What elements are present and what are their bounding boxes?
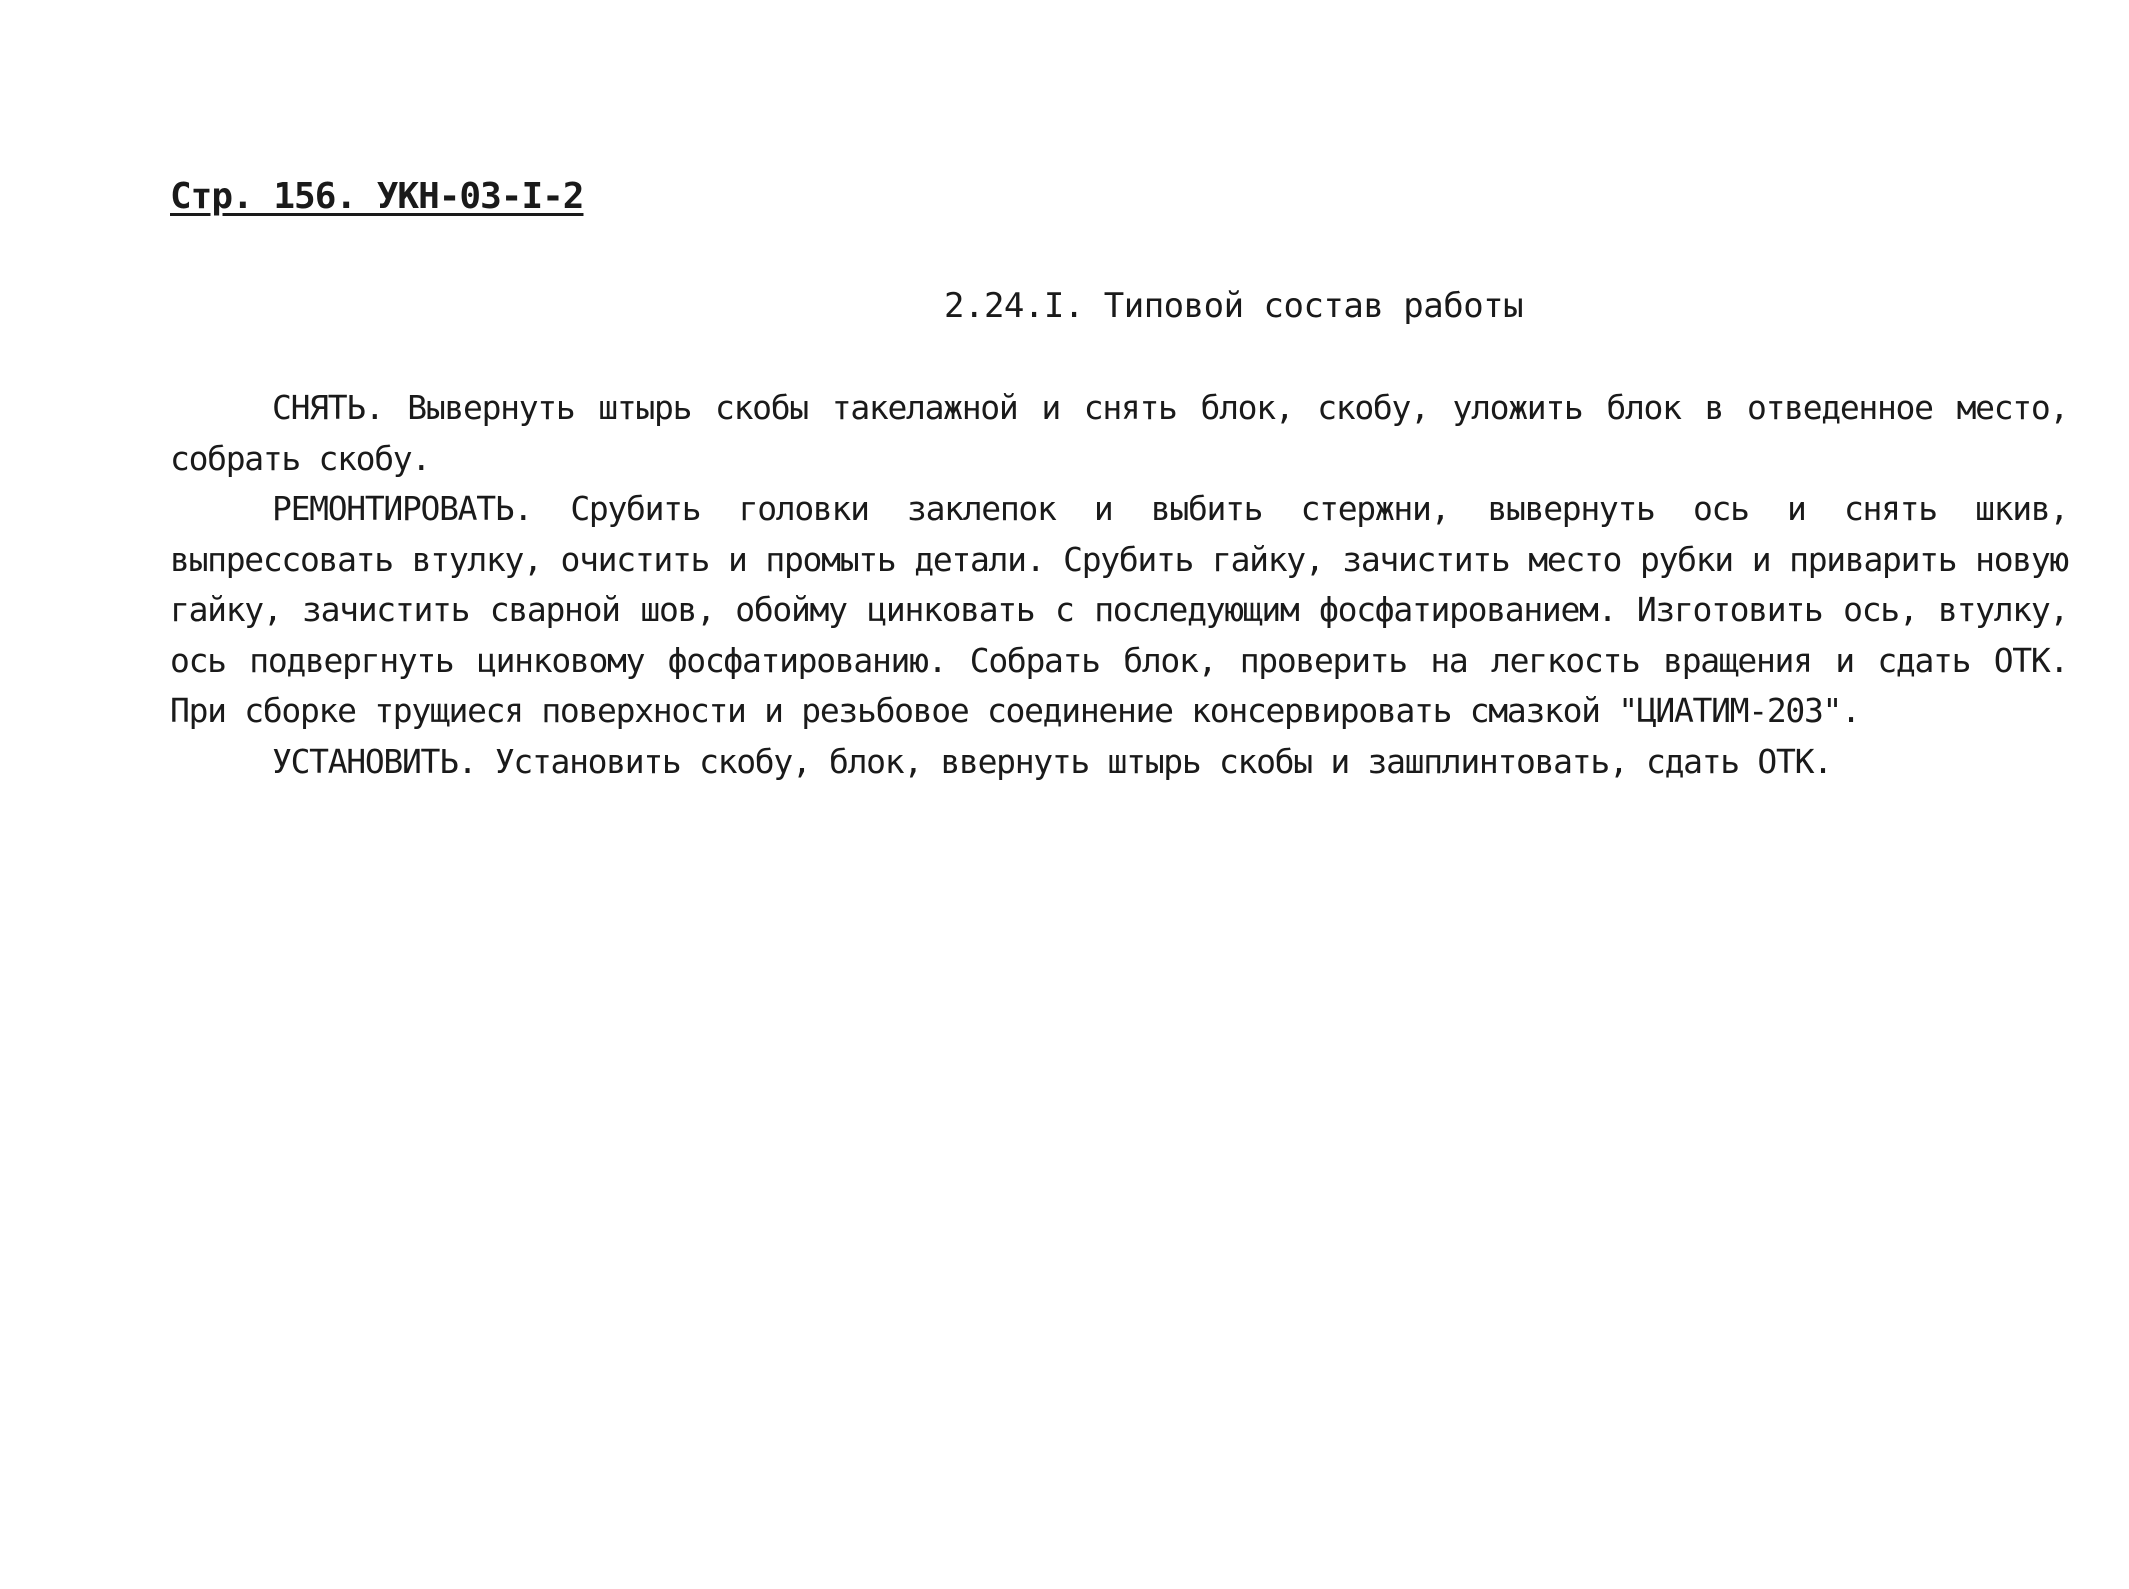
paragraph-lead: УСТАНОВИТЬ. [272,741,477,781]
paragraph-install [170,737,2068,788]
paragraph-text: Срубить головки заклепок и выбить стержни, вывернуть ось и снять шкив, выпрессовать втулку, очистить и промыть детали. Срубить гайку, зачистить место рубки и приварить новую гайку, зачистить сварной шов, обойму цинковать с последующим фосфатированием. Изготовить ось, втулку, ось подвергнуть цинковому фосфатированию. Собрать блок, проверить на легкость вращения и сдать ОТК. При сборке трущиеся поверхности и резьбовое соединение консервировать смазкой "ЦИАТИМ-203". [170,489,2068,730]
section-title: 2.24.I. Типовой состав работы [944,286,1524,326]
page-reference: Стр. 156. УКН-03-I-2 [170,176,584,217]
paragraph-text: Установить скобу, блок, ввернуть штырь скобы и зашплинтовать, сдать ОТК. [494,741,1832,781]
paragraph-repair [170,484,2068,737]
paragraph-lead: СНЯТЬ. [272,388,384,427]
paragraph-text: Вывернуть штырь скобы такелажной и снять блок, скобу, уложить блок в отведенное место, собрать скобу. [170,388,2068,478]
paragraph-remove [170,383,2068,484]
body-text [170,383,2068,787]
paragraph-lead: РЕМОНТИРОВАТЬ. [272,489,532,528]
